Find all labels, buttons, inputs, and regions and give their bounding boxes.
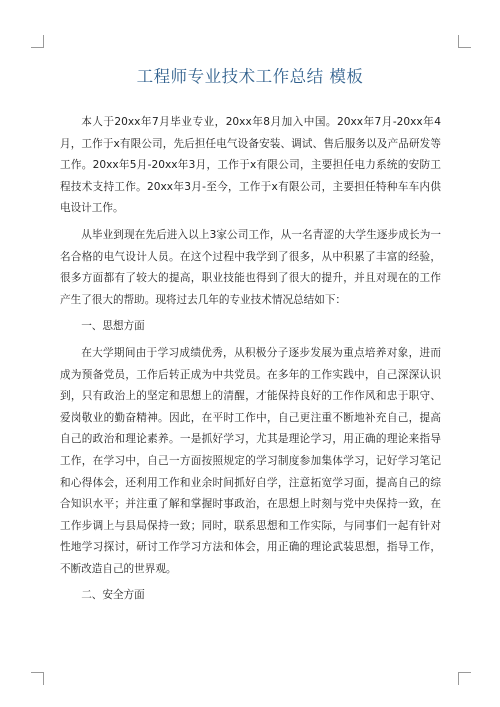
document-body <box>60 112 441 612</box>
document-title: 工程师专业技术工作总结 模板 <box>136 67 364 86</box>
corner-mark-top-right <box>458 35 471 48</box>
corner-mark-top-left <box>31 35 44 48</box>
section-heading-safety: 二、安全方面 <box>81 589 145 602</box>
paragraph-thought: 在大学期间由于学习成绩优秀，从积极分子逐步发展为重点培养对象，进而成为预备党员，工作后转正成为中共党员。在多年的工作实践中，自己深深认识到，只有政治上的坚定和思想上的清醒，才能保持良好的工作作风和忠于职守、爱岗敬业的勤奋精神。因此，在平时工作中，自己更注重不断地补充自己，提高自己的政治和理论素养。一是抓好学习，尤其是理论学习，用正确的理论来指导工作，在学习中，自己一方面按照规定的学习制度参加集体学习，记好学习笔记和心得体会，还利用工作和业余时间抓好自学，注意拓宽学习面，提高自己的综合知识水平；并注重了解和掌握时事政治，在思想上时刻与党中央保持一致，在工作步调上与县局保持一致；同时，联系思想和工作实际，与同事们一起有针对性地学习探讨，研讨工作学习方法和体会，用正确的理论武装思想，指导工作，不断改造自己的世界观。 <box>60 346 441 575</box>
paragraph-intro: 本人于20xx年7月毕业专业，20xx年8月加入中国。20xx年7月-20xx年4月，工作于x有限公司，先后担任电气设备安装、调试、售后服务以及产品研发等工作。20xx年5月-20xx年3月，工作于x有限公司，主要担任电力系统的安防工程技术支持工作。20xx年3月-至今，工作于x有限公司，主要担任特种车车内供电设计工作。 <box>60 116 441 215</box>
corner-mark-bottom-left <box>31 672 44 685</box>
corner-mark-bottom-right <box>458 672 471 685</box>
section-heading-thought: 一、思想方面 <box>81 320 145 333</box>
paragraph-growth: 从毕业到现在先后进入以上3家公司工作，从一名青涩的大学生逐步成长为一名合格的电气设计人员。在这个过程中我学到了很多，从中积累了丰富的经验，很多方面都有了较大的提高，职业技能也得到了很大的提升，并且对现在的工作产生了很大的帮助。现将过去几年的专业技术情况总结如下： <box>60 228 441 306</box>
